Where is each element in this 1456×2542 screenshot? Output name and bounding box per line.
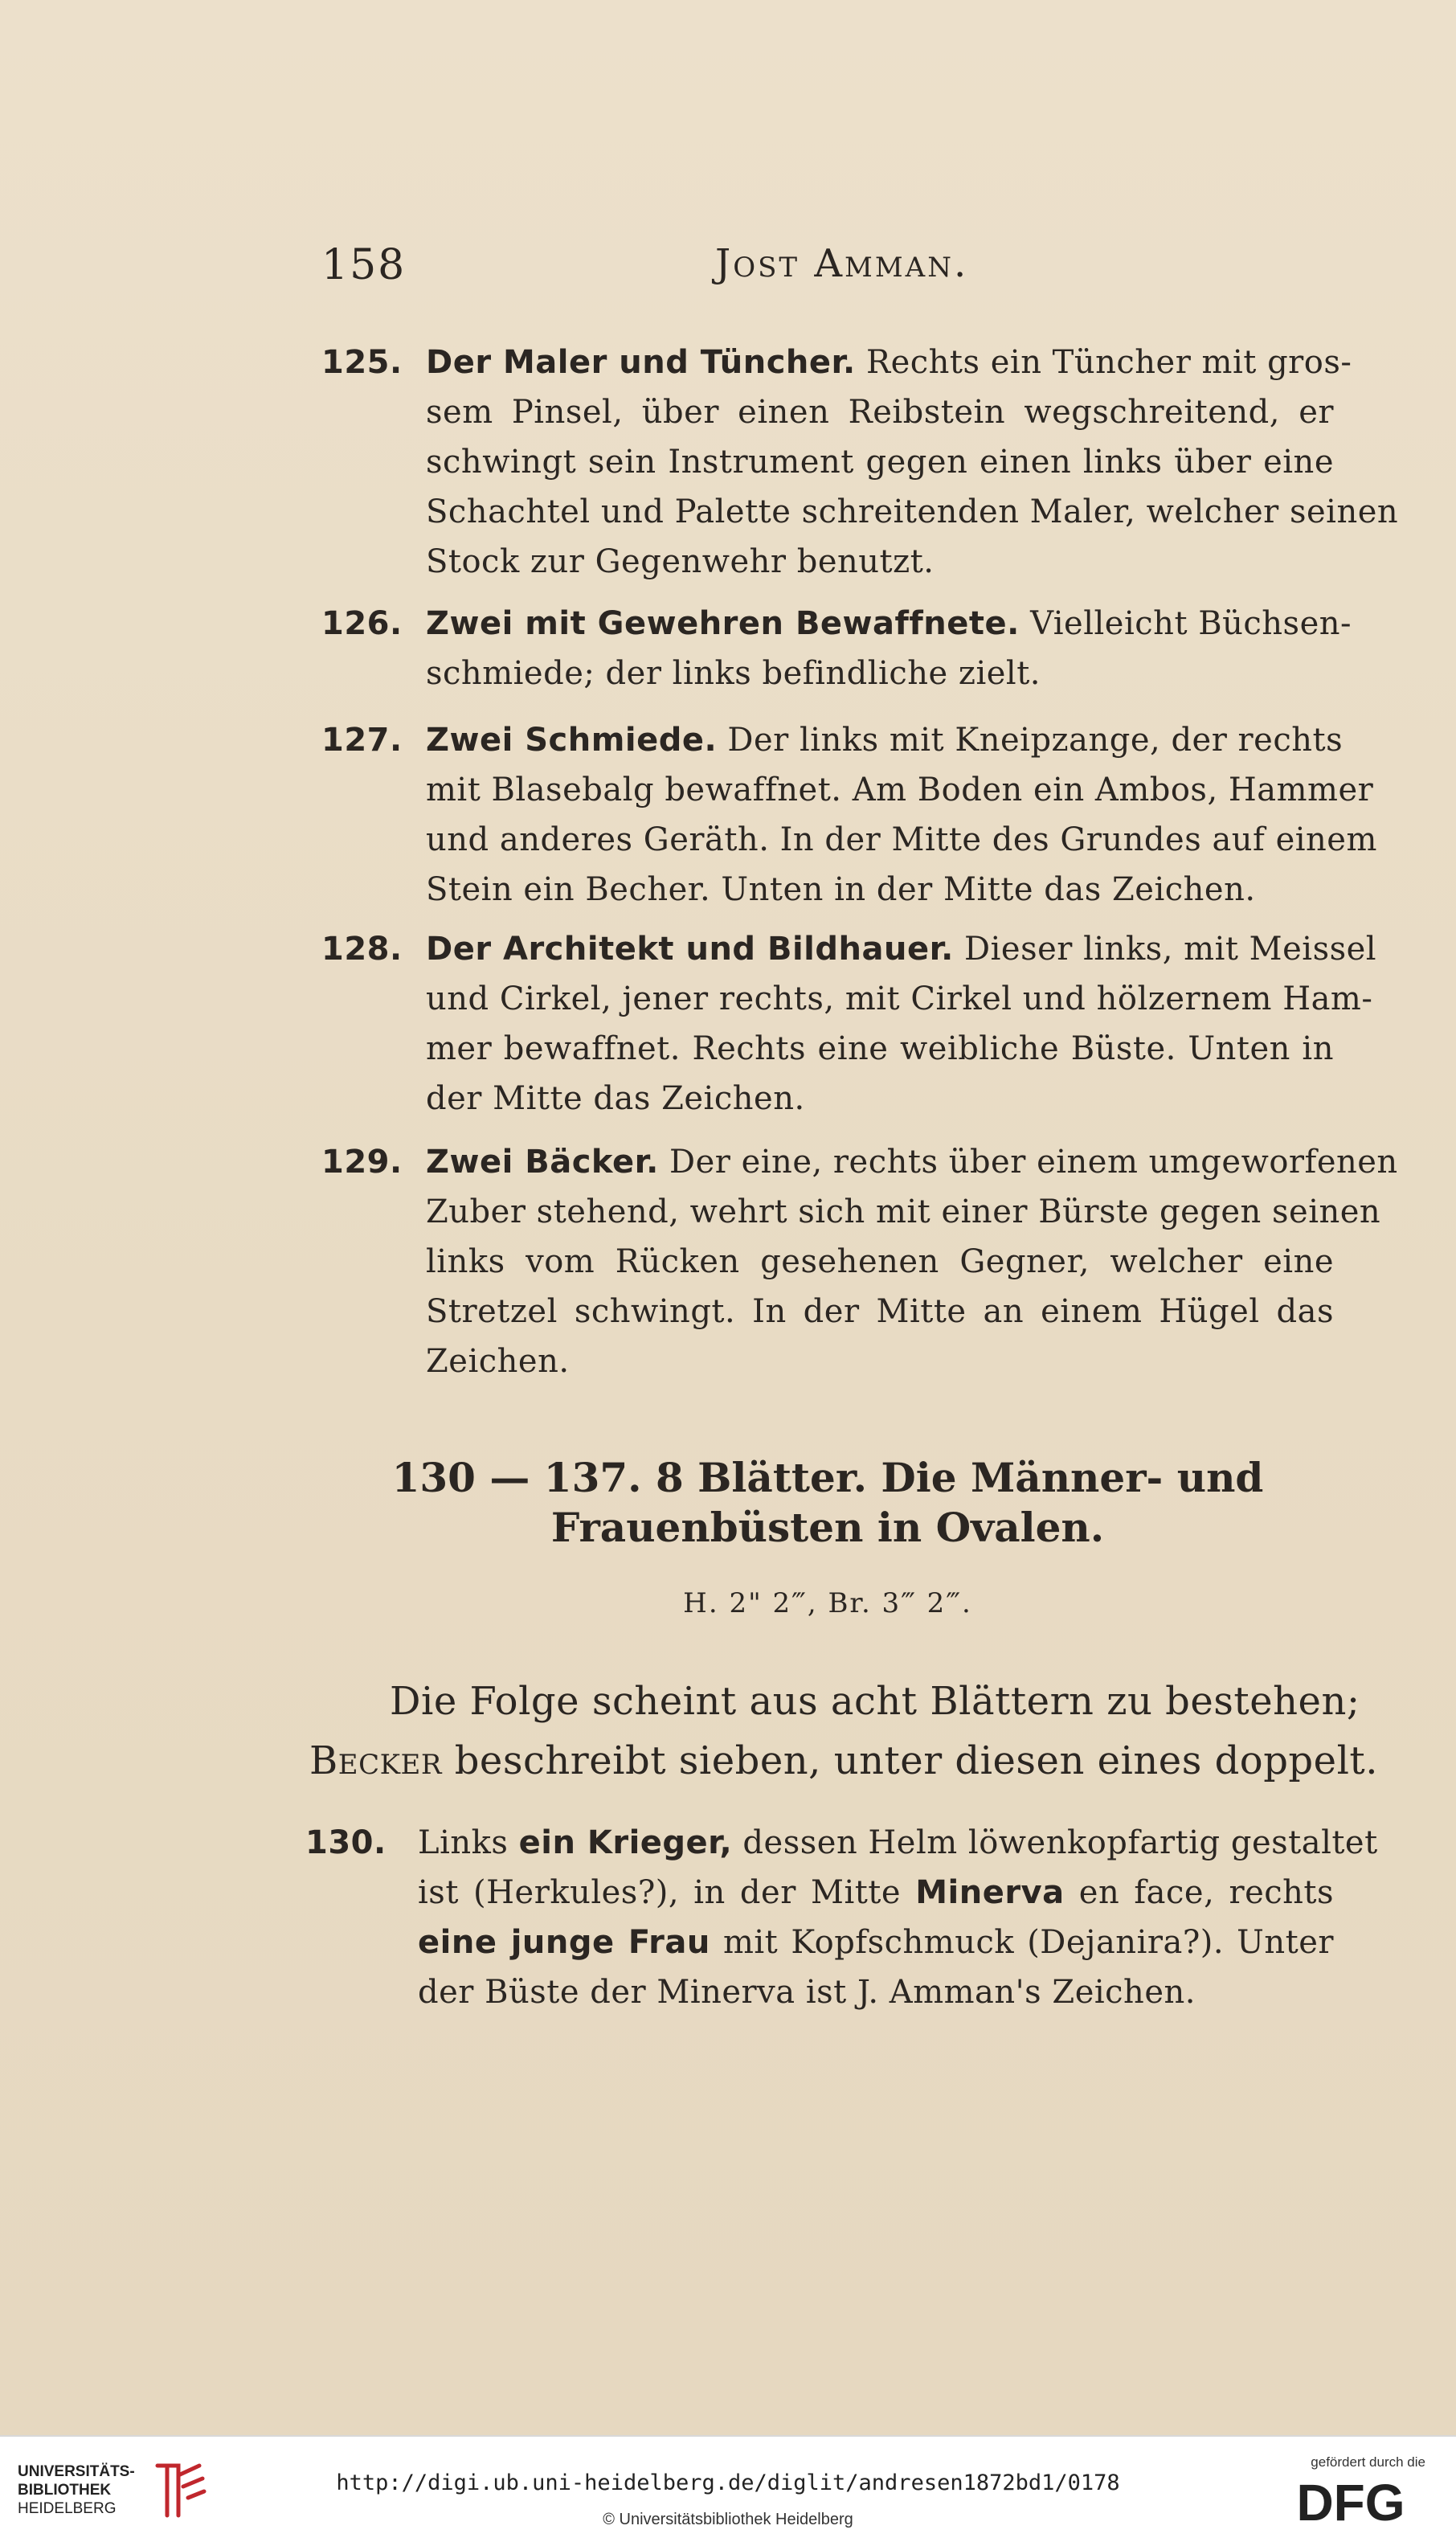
entry-text: Rechts ein Tüncher mit gros-: [855, 344, 1352, 381]
entry-125: [321, 338, 1399, 587]
entry-text: Dieser links, mit Meissel: [953, 931, 1377, 968]
entry-title: Zwei Bäcker.: [426, 1144, 659, 1181]
entry-line: [321, 924, 1377, 974]
entry-line: Stretzel schwingt. In der Mitte an einem Hügel das: [426, 1293, 1334, 1330]
entry-line: [305, 1868, 1334, 1918]
intro-line: Die Folge scheint aus acht Blättern zu bestehen;: [390, 1679, 1360, 1724]
entry-line: Stock zur Gegenwehr benutzt.: [426, 543, 935, 580]
entry-line: [321, 1137, 1398, 1187]
section-heading: [321, 1453, 1334, 1553]
entry-number: 127.: [321, 722, 403, 759]
footer-bar: [0, 2435, 1456, 2542]
library-name-line: BIBLIOTHEK: [18, 2482, 112, 2499]
dfg-logo-icon: [1274, 2474, 1427, 2532]
entry-line: Stein ein Becher. Unten in der Mitte das Zeichen.: [426, 871, 1256, 908]
intro-text: beschreibt sieben, unter diesen eines doppelt.: [441, 1738, 1378, 1783]
entry-number: 128.: [321, 931, 403, 968]
entry-line: und anderes Geräth. In der Mitte des Grundes auf einem: [426, 821, 1377, 858]
figure-name: Minerva: [915, 1874, 1065, 1911]
entry-number: 125.: [321, 344, 403, 381]
entry-number: 129.: [321, 1144, 403, 1181]
entry-128: [321, 924, 1377, 1124]
entry-line: schmiede; der links befindliche zielt.: [426, 655, 1041, 692]
entry-126: [321, 599, 1352, 698]
copyright-notice: © Universitätsbibliothek Heidelberg: [603, 2511, 853, 2528]
intro-paragraph: [309, 1672, 1378, 1791]
entry-line: links vom Rücken gesehenen Gegner, welcher eine: [426, 1243, 1334, 1280]
entry-line: mit Blasebalg bewaffnet. Am Boden ein Ambos, Hammer: [426, 772, 1374, 808]
entry-line: Zuber stehend, wehrt sich mit einer Bürste gegen seinen: [426, 1193, 1381, 1230]
entry-line: [305, 1818, 1378, 1868]
figure-name: ein Krieger,: [518, 1824, 733, 1861]
entry-number: 126.: [321, 605, 403, 642]
entry-line: sem Pinsel, über einen Reibstein wegschreitend, er: [426, 394, 1334, 431]
library-name-line: UNIVERSITÄTS-: [18, 2463, 135, 2480]
section-heading-line: Frauenbüsten in Ovalen.: [550, 1504, 1105, 1551]
dfg-label: gefördert durch die: [1311, 2454, 1425, 2470]
entry-line: [305, 1918, 1334, 1967]
entry-number: 130.: [305, 1824, 386, 1861]
entry-line: Zeichen.: [426, 1343, 570, 1380]
entry-line: [321, 599, 1352, 649]
entry-text: Vielleicht Büchsen-: [1019, 605, 1352, 642]
entry-130: [305, 1818, 1378, 2017]
dfg-logo-text: DFG: [1296, 2474, 1405, 2532]
entry-text: Links: [418, 1824, 519, 1861]
section-heading-line: 130 — 137. 8 Blätter. Die Männer- und: [391, 1454, 1264, 1501]
entry-text: mit Kopfschmuck (Dejanira?). Unter: [710, 1924, 1334, 1961]
author-name: Becker: [309, 1738, 442, 1783]
running-title: Jost Amman.: [715, 241, 969, 286]
dimensions-note: H. 2" 2‴, Br. 3‴ 2‴.: [683, 1587, 972, 1619]
entry-text: en face, rechts: [1064, 1874, 1335, 1911]
entry-text: ist (Herkules?), in der Mitte: [418, 1874, 916, 1911]
entry-title: Der Architekt und Bildhauer.: [426, 931, 954, 968]
entry-text: Der eine, rechts über einem umgeworfenen: [658, 1144, 1398, 1181]
running-head: [0, 241, 1456, 289]
page-url-link[interactable]: http://digi.ub.uni-heidelberg.de/diglit/andresen1872bd1/0178: [336, 2470, 1120, 2495]
entry-line: [321, 715, 1344, 765]
entry-text: dessen Helm löwenkopfartig gestaltet: [732, 1824, 1378, 1861]
figure-name: eine junge Frau: [418, 1924, 710, 1961]
entry-title: Zwei Schmiede.: [426, 722, 718, 759]
entry-127: [321, 715, 1377, 915]
entry-title: Der Maler und Tüncher.: [426, 344, 856, 381]
intro-line: [309, 1731, 1378, 1791]
entry-line: [321, 338, 1352, 387]
entry-line: der Mitte das Zeichen.: [426, 1080, 805, 1117]
entry-text: Der links mit Kneipzange, der rechts: [717, 722, 1344, 759]
entry-line: Schachtel und Palette schreitenden Maler, welcher seinen: [426, 493, 1399, 530]
entry-line: mer bewaffnet. Rechts eine weibliche Büste. Unten in: [426, 1030, 1334, 1067]
library-name-line: HEIDELBERG: [18, 2500, 117, 2517]
entry-129: [321, 1137, 1398, 1386]
entry-title: Zwei mit Gewehren Bewaffnete.: [426, 605, 1020, 642]
entry-line: schwingt sein Instrument gegen einen links über eine: [426, 444, 1334, 481]
entry-line: der Büste der Minerva ist J. Amman's Zeichen.: [418, 1974, 1196, 2011]
entry-line: und Cirkel, jener rechts, mit Cirkel und hölzernem Ham-: [426, 980, 1373, 1017]
page-number: 158: [321, 241, 407, 289]
